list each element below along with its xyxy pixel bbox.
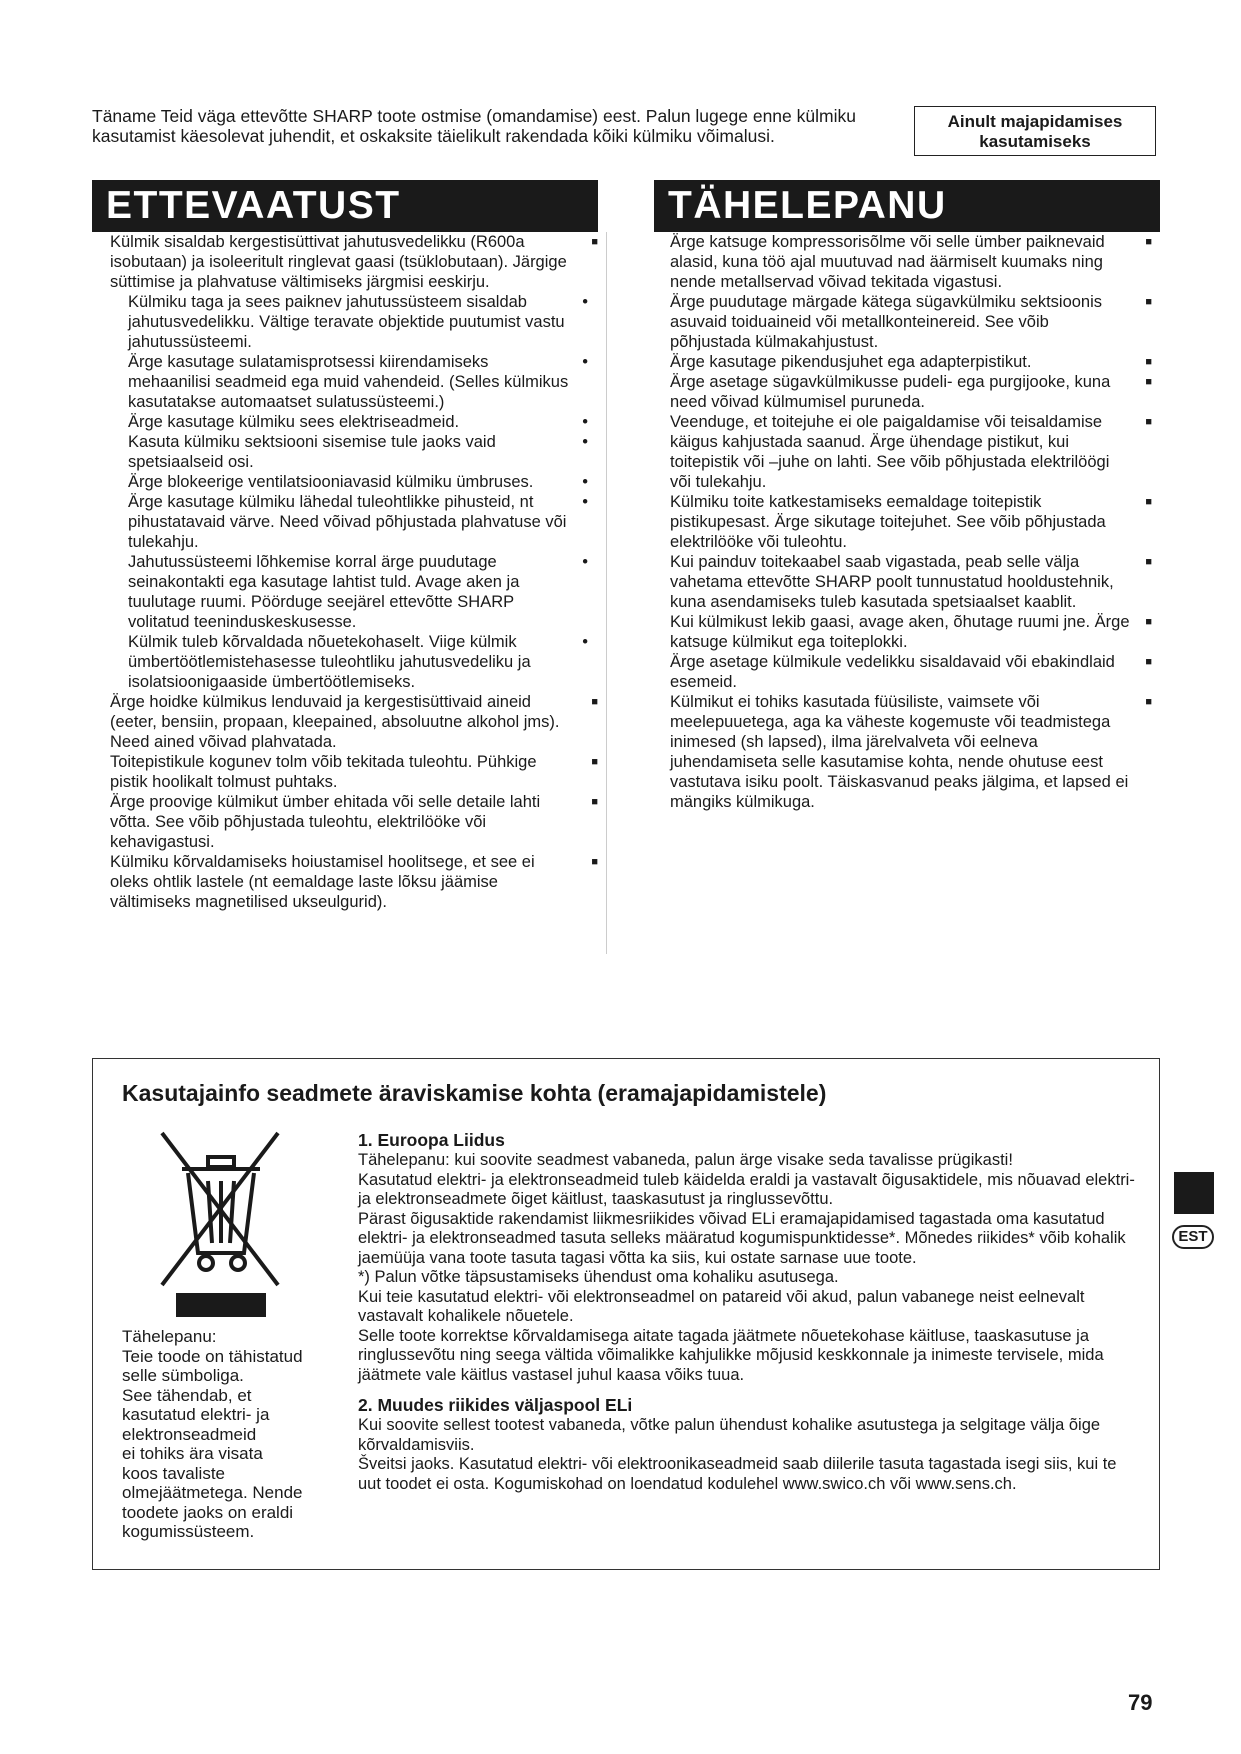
- disposal-note: [122, 1327, 332, 1542]
- caution-sub-item: Kasuta külmiku sektsiooni sisemise tule jaoks vaid spetsiaalseid osi. •: [92, 432, 606, 472]
- eu-heading: 1. Euroopa Liidus: [358, 1130, 505, 1150]
- attention-item: Ärge puudutage märgade kätega sügavkülmiku sektsioonis asuvaid toiduaineid või metallkonteinereid. See võib põhjustada külmakahjustust. ■: [654, 292, 1160, 352]
- note-line: olmejäätmetega. Nende: [122, 1483, 303, 1502]
- attention-item: Kui painduv toitekaabel saab vigastada, peab selle välja vahetama ettevõtte SHARP poolt tunnustatud hooldustehnik, kuna asendamiseks tuleb kasutada spetsiaalset kaablit. ■: [654, 552, 1160, 612]
- attention-item: Külmiku toite katkestamiseks eemaldage toitepistik pistikupesast. Ärge sikutage toitejuhet. See võib põhjustada elektrilööke või tuleohtu. ■: [654, 492, 1160, 552]
- note-line: toodete jaoks on eraldi: [122, 1502, 294, 1522]
- note-line: selle sümboliga.: [122, 1366, 244, 1385]
- attention-heading: TÄHELEPANU: [654, 180, 1160, 232]
- caution-sub-item: Ärge kasutage sulatamisprotsessi kiirendamiseks mehaanilisi seadmeid ega muid vahendeid. (Selles külmikus kasutatakse automaatset sulatussüsteemi.) •: [92, 352, 606, 412]
- page-number: 79: [1128, 1690, 1153, 1715]
- other-paragraph: Kui soovite sellest tootest vabaneda, võtke palun ühendust kohalike asutustega ja selgitage välja õige kõrvaldamisviis.: [358, 1416, 1101, 1454]
- section-tab: [1174, 1172, 1214, 1214]
- attention-item: Ärge kasutage pikendusjuhet ega adapterpistikut. ■: [654, 352, 1160, 372]
- caution-sub-item: Ärge kasutage külmiku sees elektriseadmeid. •: [92, 412, 606, 432]
- note-line: kogumissüsteem.: [122, 1522, 255, 1541]
- eu-paragraph: Kui teie kasutatud elektri- või elektronseadmel on patareid või akud, palun vabanege neist eelnevalt vastavalt kohalikele nõuetele.: [358, 1287, 1085, 1325]
- caution-heading: ETTEVAATUST: [92, 180, 598, 232]
- caution-intro: Külmik sisaldab kergestisüttivat jahutusvedelikku (R600a isobutaan) ja isoleeritult ringlevat gaasi (tsüklobutaan). Järgige süttimise ja plahvatuse vältimiseks järgmisi eeskirju. ■: [92, 232, 606, 292]
- eu-paragraph: Selle toote korrektse kõrvaldamisega aitate tagada jäätmete nõuetekohase käitluse, taaskasutuse ja ringlussevõtu ning seega vältida võimalikke kahjulikke mõjusid keskkonnale ja inimeste tervisele, mida jäätmete vale käitlus vastasel juhul kaasa võiks tuua.: [358, 1326, 1104, 1384]
- household-only-box: Ainult majapidamises kasutamiseks: [914, 106, 1156, 156]
- eu-paragraph: *) Palun võtke täpsustamiseks ühendust oma kohaliku asutusega.: [358, 1268, 839, 1286]
- caution-item: Külmiku kõrvaldamiseks hoiustamisel hoolitsege, et see ei oleks ohtlik lastele (nt eemaldage laste lõksu jäämise vältimiseks magnetilised ukseulgurid). ■: [92, 852, 606, 912]
- note-line: koos tavaliste: [122, 1463, 225, 1483]
- other-countries-heading: 2. Muudes riikides väljaspool ELi: [358, 1395, 633, 1415]
- caution-column: [92, 232, 607, 954]
- disposal-title: Kasutajainfo seadmete äraviskamise kohta (eramajapidamistele): [122, 1080, 827, 1106]
- eu-paragraph: Tähelepanu: kui soovite seadmest vabaneda, palun ärge visake seda tavalisse prügikasti!: [358, 1151, 1013, 1169]
- caution-sub-item: Ärge blokeerige ventilatsiooniavasid külmiku ümbruses. •: [92, 472, 606, 492]
- caution-item: Ärge proovige külmikut ümber ehitada või selle detaile lahti võtta. See võib põhjustada tuleohtu, elektrilööke või kehavigastusi. ■: [92, 792, 606, 852]
- attention-column: [654, 232, 1160, 904]
- caution-item: Ärge hoidke külmikus lenduvaid ja kergestisüttivaid aineid (eeter, bensiin, propaan, kleepained, absoluutne alkohol jms). Need ained võivad plahvatada. ■: [92, 692, 606, 752]
- eu-paragraph: Kasutatud elektri- ja elektronseadmeid tuleb käidelda eraldi ja vastavalt õigusaktidele, mis nõuavad elektri- ja elektronseadmete õiget käitlust, taaskasutust ja ringlussevõttu.: [358, 1170, 1135, 1208]
- caution-sub-item: Külmiku taga ja sees paiknev jahutussüsteem sisaldab jahutusvedelikku. Vältige teravate objektide puutumist vastu jahutussüsteemi. •: [92, 292, 606, 352]
- crossed-bin-icon: [152, 1125, 288, 1321]
- caution-sub-item: Külmik tuleb kõrvaldada nõuetekohaselt. Viige külmik ümbertöötlemistehasesse tuleohtliku jahutusvedeliku ja isolatsioonigaaside ümbertöötlemiseks. •: [92, 632, 606, 692]
- other-paragraph: Šveitsi jaoks. Kasutatud elektri- või elektroonikaseadmeid saab diilerile tasuta tagastada isegi siis, kui te uut toodet ei osta. Kogumiskohad on loendatud kodulehel www.swico.ch või www.sens.ch.: [358, 1455, 1117, 1493]
- attention-item: Külmikut ei tohiks kasutada füüsiliste, vaimsete või meelepuuetega, aga ka väheste kogemuste või teadmistega inimesed (sh lapsed), ilma järelvalveta või eelneva juhendamiseta selle kasutamise kohta, nende ohutuse eest vastutava isiku poolt. Täiskasvanud peaks jälgima, et lapsed ei mängiks külmikuga. ■: [654, 692, 1160, 812]
- disposal-details: [358, 1130, 1138, 1494]
- note-line: ei tohiks ära visata: [122, 1444, 263, 1463]
- eu-paragraph: Pärast õigusaktide rakendamist liikmesriikides võivad ELi eramajapidamised tagastada oma kasutatud elektri- ja elektronseadmed tasuta selleks määratud kogumispunktidesse*. Mõnedes riikides* võib kohalik jaemüüja vana toote tasuta tagasi võtta ka siis, kui ostate sarnase uue toote.: [358, 1209, 1126, 1267]
- caution-item: Toitepistikule kogunev tolm võib tekitada tuleohtu. Pühkige pistik hoolikalt tolmust puhtaks. ■: [92, 752, 606, 792]
- attention-item: Ärge katsuge kompressorisõlme või selle ümber paiknevaid alasid, kuna töö ajal muutuvad nad äärmiselt kuumaks ning nende metallservad võivad tekitada vigastusi. ■: [654, 232, 1160, 292]
- caution-sub-item: Jahutussüsteemi lõhkemise korral ärge puudutage seinakontakti ega kasutage lahtist tuld. Avage aken ja tuulutage ruumi. Pöörduge seejärel ettevõtte SHARP volitatud teeninduskeskusesse. •: [92, 552, 606, 632]
- attention-item: Ärge asetage sügavkülmikusse pudeli- ega purgijooke, kuna need võivad külmumisel puruneda. ■: [654, 372, 1160, 412]
- attention-item: Veenduge, et toitejuhe ei ole paigaldamise või teisaldamise käigus kahjustada saanud. Ärge ühendage pistikut, kui toitepistik või –juhe on lahti. See võib põhjustada elektrilöögi või tulekahju. ■: [654, 412, 1160, 492]
- attention-item: Kui külmikust lekib gaasi, avage aken, õhutage ruumi jne. Ärge katsuge külmikut ega toiteplokki. ■: [654, 612, 1160, 652]
- attention-item: Ärge asetage külmikule vedelikku sisaldavaid või ebakindlaid esemeid. ■: [654, 652, 1160, 692]
- note-line: Tähelepanu:: [122, 1327, 217, 1346]
- language-badge: EST: [1172, 1225, 1214, 1249]
- caution-sub-item: Ärge kasutage külmiku lähedal tuleohtlikke pihusteid, nt pihustatavaid värve. Need võivad põhjustada plahvatuse või tulekahju. •: [92, 492, 606, 552]
- intro-text: Täname Teid väga ettevõtte SHARP toote ostmise (omandamise) eest. Palun lugege enne külmiku kasutamist käesolevat juhendit, et oskaksite täielikult rakendada kõiki külmiku võimalusi.: [92, 106, 856, 146]
- note-line: elektronseadmeid: [122, 1424, 257, 1444]
- note-line: kasutatud elektri- ja: [122, 1405, 270, 1424]
- note-line: Teie toode on tähistatud: [122, 1346, 303, 1366]
- note-line: See tähendab, et: [122, 1385, 252, 1405]
